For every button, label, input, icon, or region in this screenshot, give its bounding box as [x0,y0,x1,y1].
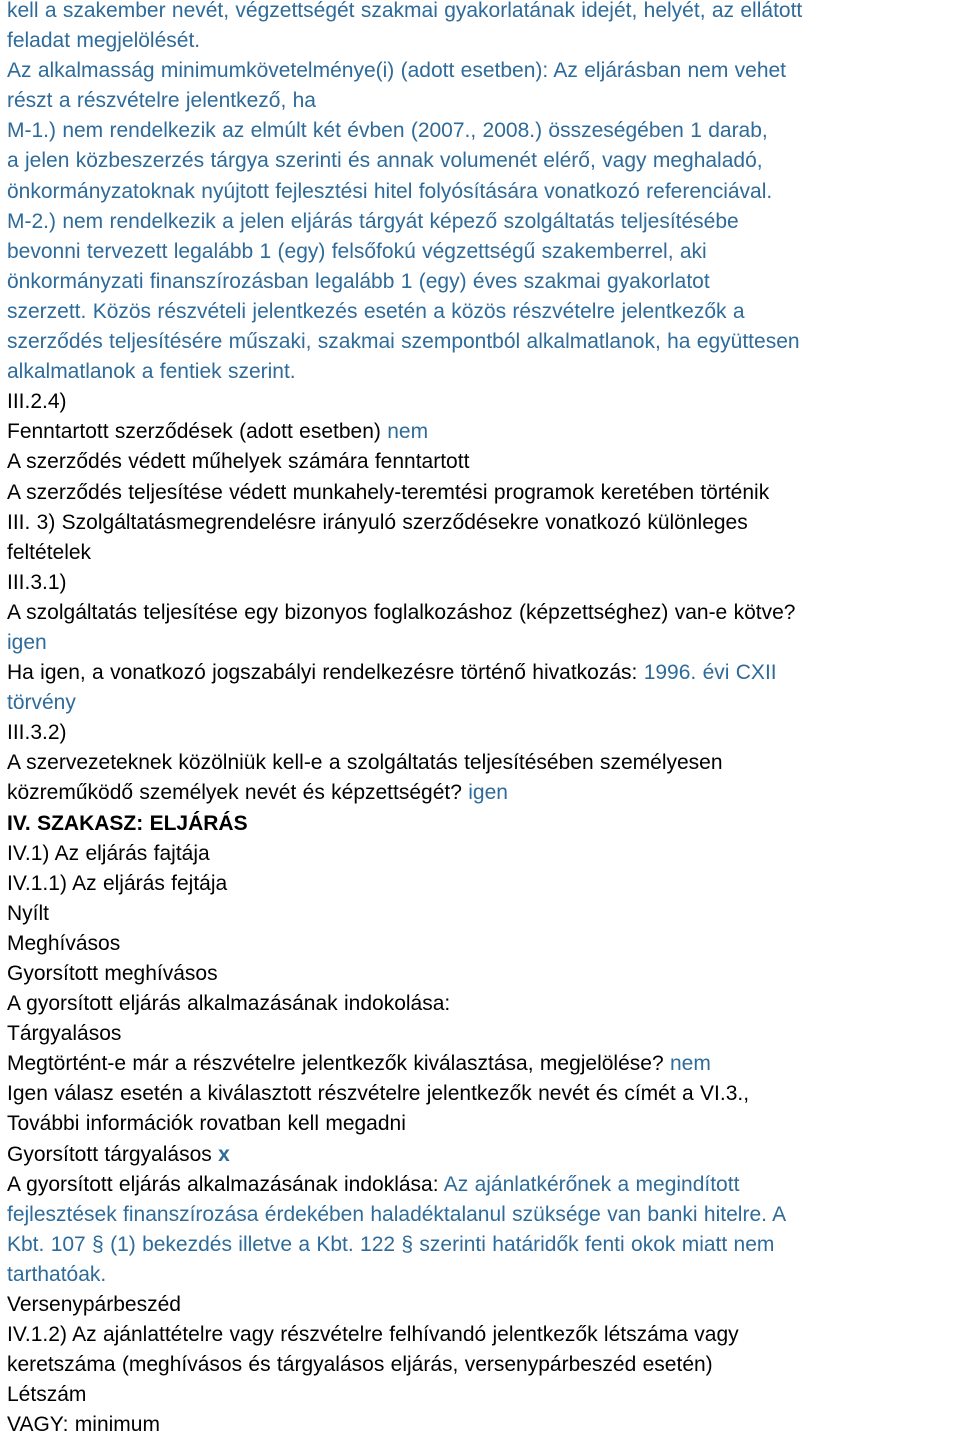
text-line [7,417,957,447]
form-text: III.3.2) [7,721,67,745]
text-line [7,1079,957,1109]
text-line [7,1049,957,1079]
text-line [7,26,957,56]
text-line [7,177,957,207]
text-line [7,929,957,959]
text-line [7,1380,957,1410]
answer-text: szerzett. Közös részvételi jelentkezés esetén a közös részvételre jelentkezők a [7,299,745,323]
text-line [7,1019,957,1049]
form-text: Létszám [7,1383,87,1407]
answer-text: tarthatóak. [7,1262,107,1286]
text-line [7,839,957,869]
text-line [7,628,957,658]
form-text: Gyorsított meghívásos [7,962,218,985]
text-line [7,267,957,297]
text-line [7,959,957,989]
form-text: IV.1.2) Az ajánlattételre vagy részvételre felhívandó jelentkezők létszáma vagy [7,1323,739,1347]
text-line [7,116,957,146]
form-text: Ha igen, a vonatkozó jogszabályi rendelkezésre történő hivatkozás: [7,661,644,685]
text-line [7,1200,957,1230]
answer-text: 1996. évi CXII [643,661,777,685]
text-line [7,357,957,387]
answer-text: M-1.) nem rendelkezik az elmúlt két évben (2007., 2008.) összeségében 1 darab, [7,119,768,143]
text-line [7,869,957,899]
form-text: Versenypárbeszéd [7,1293,181,1317]
answer-text: törvény [7,691,76,715]
answer-text: Kbt. 107 § (1) bekezdés illetve a Kbt. 122 § szerinti határidők fenti okok miatt nem [7,1232,775,1256]
form-text: További információk rovatban kell megadni [7,1112,406,1136]
text-line [7,237,957,267]
form-text: IV.1.1) Az eljárás fejtája [7,871,228,895]
answer-text: nem [387,420,429,444]
answer-text: x [218,1142,230,1166]
text-line [7,1230,957,1260]
text-line [7,598,957,628]
text-line [7,1410,957,1440]
text-line [7,327,957,357]
form-text: III.3.1) [7,570,67,594]
answer-text: részt a részvételre jelentkező, ha [7,89,316,113]
text-line [7,809,957,839]
text-line [7,56,957,86]
answer-text: Az alkalmasság minimumkövetelménye(i) (adott esetben): Az eljárásban nem vehet [7,59,787,83]
document-body [7,0,957,1441]
form-text: III. 3) Szolgáltatásmegrendelésre irányuló szerződésekre vonatkozó különleges [7,510,748,534]
text-line [7,297,957,327]
answer-text: feladat megjelölését. [7,29,201,53]
answer-text: a jelen közbeszerzés tárgya szerinti és annak volumenét elérő, vagy meghaladó, [7,149,763,173]
answer-text: igen [468,781,508,805]
answer-text: M-2.) nem rendelkezik a jelen eljárás tárgyát képező szolgáltatás teljesítésébe [7,209,739,233]
text-line [7,387,957,417]
form-text: Igen válasz esetén a kiválasztott részvételre jelentkezők nevét és címét a VI.3., [7,1082,750,1106]
text-line [7,1320,957,1350]
text-line [7,1290,957,1320]
form-text: Fenntartott szerződések (adott esetben) [7,420,388,444]
form-text: Tárgyalásos [7,1022,122,1046]
answer-text: alkalmatlanok a fentiek szerint. [7,360,296,384]
form-text: A szolgáltatás teljesítése egy bizonyos foglalkozáshoz (képzettséghez) van-e kötve? [7,600,796,624]
form-text: Megtörtént-e már a részvételre jelentkezők kiválasztása, megjelölése? [7,1052,670,1076]
text-line [7,207,957,237]
text-line [7,568,957,598]
text-line [7,1140,957,1170]
answer-text: kell a szakember nevét, végzettségét szakmai gyakorlatának idejét, helyét, az ellátott [7,0,803,22]
text-line [7,1170,957,1200]
text-line [7,86,957,116]
form-text: VAGY: minimum [7,1413,160,1437]
form-text: A gyorsított eljárás alkalmazásának indokolása: [7,992,451,1016]
form-text: közreműködő személyek nevét és képzettségét? [7,781,469,805]
answer-text: nem [669,1052,711,1076]
form-text: A szerződés teljesítése védett munkahely-teremtési programok keretében történik [7,480,770,504]
text-line [7,748,957,778]
text-line [7,899,957,929]
answer-text: bevonni tervezett legalább 1 (egy) felsőfokú végzettségű szakemberrel, aki [7,239,707,263]
text-line [7,538,957,568]
text-line [7,989,957,1019]
text-line [7,0,957,26]
answer-text: fejlesztések finanszírozása érdekében haladéktalanul szüksége van banki hitelre. A [7,1202,787,1226]
form-text: A szerződés védett műhelyek számára fenntartott [7,450,470,474]
answer-text: önkormányzati finanszírozásban legalább 1 (egy) éves szakmai gyakorlatot [7,269,710,293]
form-text: IV.1) Az eljárás fajtája [7,841,210,865]
form-text: feltételek [7,540,92,564]
form-text: III.2.4) [7,390,67,414]
form-text: IV. SZAKASZ: ELJÁRÁS [7,811,248,835]
form-text: A gyorsított eljárás alkalmazásának indoklása: [7,1172,444,1196]
answer-text: önkormányzatoknak nyújtott fejlesztési hitel folyósítására vonatkozó referenciával. [7,179,773,203]
answer-text: szerződés teljesítésére műszaki, szakmai szempontból alkalmatlanok, ha együttesen [7,330,800,354]
text-line [7,146,957,176]
text-line [7,688,957,718]
text-line [7,478,957,508]
text-line [7,508,957,538]
form-text: keretszáma (meghívásos és tárgyalásos eljárás, versenypárbeszéd esetén) [7,1353,713,1377]
text-line [7,1260,957,1290]
form-text: A szervezeteknek közölniük kell-e a szolgáltatás teljesítésében személyesen [7,751,723,775]
text-line [7,778,957,808]
text-line [7,1350,957,1380]
text-line [7,718,957,748]
text-line [7,658,957,688]
form-text: Gyorsított tárgyalásos [7,1142,219,1166]
answer-text: Az ajánlatkérőnek a megindított [443,1172,740,1196]
form-text: Meghívásos [7,931,121,955]
text-line [7,447,957,477]
answer-text: igen [7,630,47,654]
form-text: Nyílt [7,901,49,925]
text-line [7,1109,957,1139]
